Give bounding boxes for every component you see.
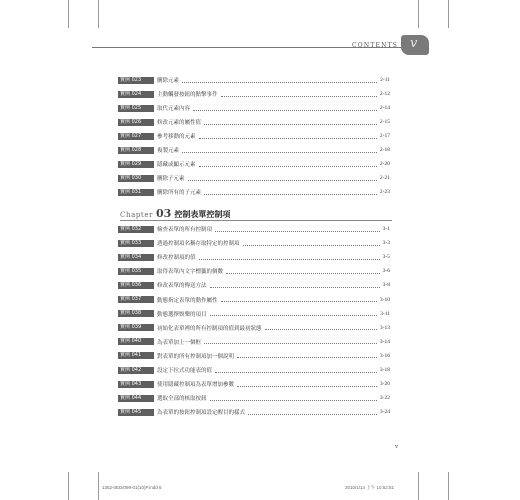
toc-entry [118,296,390,304]
example-tag: 實例 042 [118,367,154,374]
toc-entry [118,90,390,98]
entry-title: 初始化表單裡的所有控制項的值到最初狀態 [157,325,262,332]
example-tag: 實例 025 [118,105,154,112]
entry-title: 取代元素內容 [157,106,191,112]
crop-mark [98,472,99,500]
header-title: CONTENTS [352,42,399,49]
entry-page: 2-18 [379,147,390,153]
dot-leader [226,269,380,274]
toc-entry [118,338,390,346]
example-tag: 實例 043 [118,381,154,388]
dot-leader [210,283,380,288]
entry-page: 3-18 [379,367,390,373]
dot-leader [204,339,377,344]
toc-entry [118,324,390,332]
entry-page: 3-16 [379,352,390,359]
entry-title: 取得表單內文字標籤的個數 [157,269,224,276]
crop-mark [68,0,69,28]
toc-entry [118,225,390,233]
example-tag: 實例 034 [118,254,154,261]
example-tag: 實例 033 [118,240,154,247]
toc-entry [118,408,390,416]
footer-file-info: 1352-0ED/099-01(10)P.indd 5 [102,485,162,490]
entry-title: 動態選擇娛樂的項目 [157,311,207,318]
entry-page: 3-10 [379,296,390,303]
chapter-heading [120,207,230,220]
dot-leader [221,297,377,302]
example-tag: 實例 023 [118,77,154,84]
toc-entry [118,239,390,247]
entry-title: 為表單的按鈕控制項設定醒目的樣式 [157,410,246,417]
entry-title: 為表單加上一個框 [157,339,202,346]
entry-title: 主動觸發按鈕的點擊事件 [157,92,218,98]
dot-leader [237,353,377,358]
crop-mark [418,0,419,28]
dot-leader [210,311,378,316]
header-badge-glyph: v [410,36,418,51]
chapter-number: 03 [156,207,172,220]
entry-page: 3-22 [379,395,390,402]
dot-leader [248,410,377,415]
entry-page: 3-14 [379,338,390,345]
dot-leader [188,176,377,181]
chapter-label: Chapter [120,211,154,219]
example-tag: 實例 024 [118,91,154,98]
entry-title: 修改控制項的值 [157,255,196,262]
dot-leader [215,227,380,232]
entry-page: 3-20 [379,381,390,388]
toc-entry [118,281,390,289]
page-number: v [395,444,398,450]
dot-leader [182,148,377,153]
entry-title: 檢查表單的所有控制項 [157,227,213,233]
crop-mark [418,472,419,500]
toc-entry [118,146,390,154]
toc-entry [118,310,390,318]
toc-entry [118,394,390,402]
entry-title: 修改元素的屬性值 [157,120,202,126]
example-tag: 實例 040 [118,338,154,345]
entry-title: 對表單的所有控制項加一個說明 [157,353,235,360]
dot-leader [204,190,377,195]
crop-mark [448,0,449,28]
example-tag: 實例 032 [118,226,154,233]
entry-page: 2-12 [379,91,390,97]
example-tag: 實例 038 [118,310,154,317]
toc-entry [118,132,390,140]
entry-title: 修改表單的傳送方法 [157,283,207,290]
entry-page: 2-11 [380,77,390,83]
example-tag: 實例 045 [118,409,154,416]
entry-page: 2-15 [379,119,390,125]
example-tag: 實例 044 [118,395,154,402]
entry-title: 選取全部的核取按鈕 [157,396,207,403]
example-tag: 實例 031 [118,189,154,196]
dot-leader [243,241,380,246]
dot-leader [182,78,377,83]
dot-leader [237,382,377,387]
entry-title: 參考移動的元素 [157,134,196,140]
toc-entry [118,118,390,126]
toc-entry [118,352,390,360]
entry-title: 刪除子元素 [157,176,185,182]
crop-mark [68,472,69,500]
chapter-title: 控制表單控制項 [174,210,231,219]
toc-entry [118,174,390,182]
crop-mark [98,0,99,28]
footer-timestamp: 2010/1/14 上午 10:52:51 [345,485,395,490]
chapter-rule [120,220,392,221]
toc-entry [118,104,390,112]
dot-leader [204,120,377,125]
entry-title: 透過控制項名稱存取特定的控制項 [157,241,240,248]
dot-leader [199,162,377,167]
dot-leader [221,92,377,97]
dot-leader [199,255,380,260]
example-tag: 實例 036 [118,282,154,289]
entry-title: 使用隱藏控制項為表單增加參數 [157,382,235,389]
entry-title: 複製元素 [157,148,180,154]
example-tag: 實例 030 [118,175,154,182]
entry-page: 2-14 [379,105,390,111]
toc-entry [118,188,390,196]
entry-page: 3-11 [380,310,390,317]
entry-page: 3-1 [382,226,390,232]
entry-page: 3-5 [382,254,390,261]
example-tag: 實例 026 [118,119,154,126]
example-tag: 實例 029 [118,161,154,168]
dot-leader [193,106,377,111]
entry-page: 2-17 [379,133,390,139]
example-tag: 實例 041 [118,352,154,359]
example-tag: 實例 035 [118,268,154,275]
entry-page: 3-24 [379,409,390,416]
toc-entry [118,76,390,84]
toc-entry [118,267,390,275]
example-tag: 實例 039 [118,324,154,331]
entry-page: 3-13 [379,324,390,331]
toc-entry [118,380,390,388]
entry-title: 刪除元素 [157,78,180,84]
toc-entry [118,253,390,261]
example-tag: 實例 037 [118,296,154,303]
entry-page: 3-6 [382,268,390,275]
example-tag: 實例 028 [118,147,154,154]
toc-entry [118,366,390,374]
entry-title: 刪除所有的子元素 [157,190,202,196]
entry-page: 3-8 [382,282,390,289]
entry-page: 3-3 [382,240,390,247]
entry-page: 2-20 [379,161,390,167]
entry-page: 2-21 [379,175,390,181]
header-badge-icon [401,35,429,55]
toc-entry [118,160,390,168]
crop-mark [448,472,449,500]
entry-title: 動態指定表單的動作屬性 [157,297,218,304]
dot-leader [199,134,377,139]
dot-leader [210,396,377,401]
dot-leader [215,368,377,373]
dot-leader [265,325,377,330]
entry-title: 隱藏或顯示元素 [157,162,196,168]
example-tag: 實例 027 [118,133,154,140]
entry-title: 設定下拉式功能表的值 [157,368,213,374]
entry-page: 2-23 [379,189,390,195]
